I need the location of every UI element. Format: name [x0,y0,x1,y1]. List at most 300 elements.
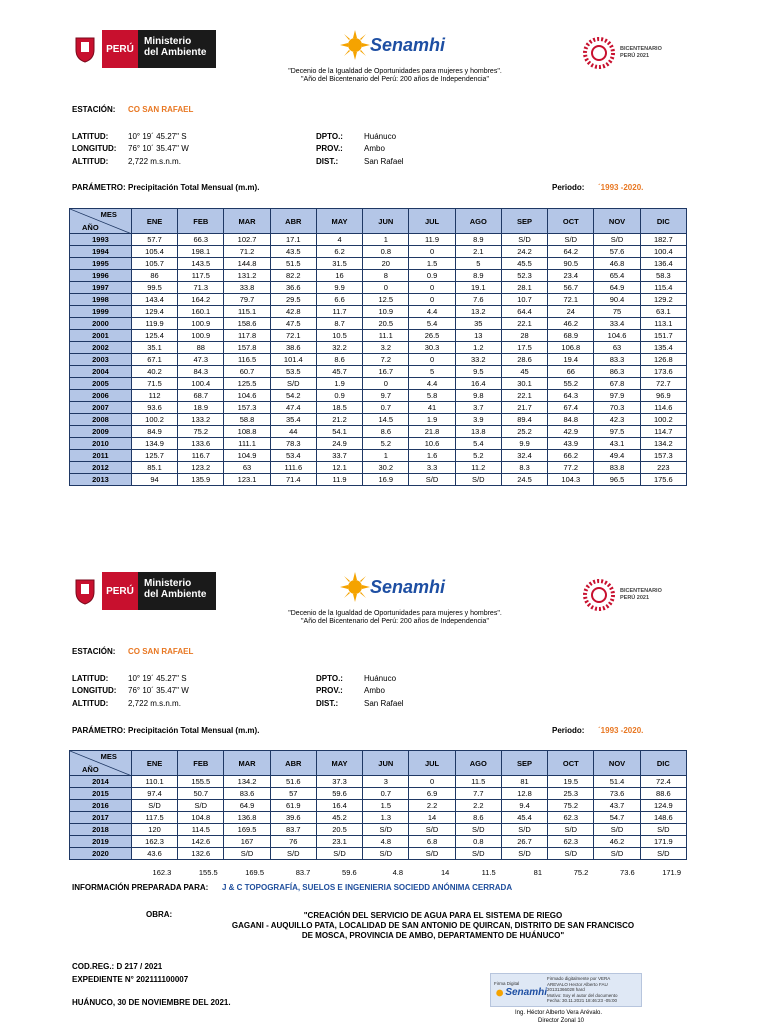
value-cell: 46.2 [548,318,594,330]
value-cell: 71.2 [224,246,270,258]
value-cell: 125.5 [224,378,270,390]
value-cell: 0 [363,378,409,390]
dpto-value: Huánuco [364,132,397,141]
value-cell: 16.4 [316,800,362,812]
value-cell: 66.3 [178,234,224,246]
value-cell: S/D [640,848,686,860]
value-cell: 0.7 [363,788,409,800]
value-cell: 79.7 [224,294,270,306]
month-header-ene: ENE [131,751,177,776]
signer-title: Director Zonal 10 [538,1018,585,1024]
value-cell: 6.2 [316,246,362,258]
value-cell: 3.3 [409,462,455,474]
value-cell: S/D [409,824,455,836]
value-cell: 5.2 [455,450,501,462]
value-cell: 54.1 [316,426,362,438]
longitud-label: LONGITUD: [72,144,117,153]
year-cell: 1996 [70,270,132,282]
value-cell: 68.9 [548,330,594,342]
value-cell: 78.3 [270,438,316,450]
value-cell: 132.6 [178,848,224,860]
value-cell: 67.1 [131,354,177,366]
value-cell: 148.6 [640,812,686,824]
value-cell: 47.3 [178,354,224,366]
value-cell: 12.8 [501,788,547,800]
value-cell: 62.3 [548,836,594,848]
value-cell: 71.4 [270,474,316,486]
value-cell: 75 [594,306,640,318]
value-cell: 57.7 [131,234,177,246]
table-row [70,354,687,366]
value-cell: 9.8 [455,390,501,402]
value-cell: 73.6 [594,788,640,800]
value-cell: 136.4 [640,258,686,270]
value-cell: 2.1 [455,246,501,258]
value-cell: 1.2 [455,342,501,354]
value-cell: 84.8 [548,414,594,426]
value-cell: 84.9 [131,426,177,438]
table-header-row [70,209,687,234]
value-cell: 8.6 [316,354,362,366]
value-cell: S/D [178,800,224,812]
value-cell: 129.2 [640,294,686,306]
value-cell: S/D [270,378,316,390]
value-cell: 45.5 [501,258,547,270]
value-cell: 160.1 [178,306,224,318]
value-cell: 2.2 [455,800,501,812]
value-cell: 175.6 [640,474,686,486]
value-cell: 171.9 [640,836,686,848]
parametro-label: PARÁMETRO: [72,183,126,192]
value-cell: 42.8 [270,306,316,318]
precipitation-table-1993-2013 [69,208,687,486]
value-cell: 54.7 [594,812,640,824]
latitud-value: 10° 19´ 45.27" S [128,132,187,141]
value-cell: 133.2 [178,414,224,426]
periodo-value: ´1993 -2020. [598,726,644,735]
value-cell: 44 [270,426,316,438]
signer-name: Ing. Héctor Alberto Vera Arévalo. [515,1010,603,1016]
value-cell: 157.3 [224,402,270,414]
value-cell: 0 [409,354,455,366]
value-cell: 17.1 [270,234,316,246]
value-cell: 52.3 [501,270,547,282]
bicentenario-icon [582,578,616,612]
table-row [70,414,687,426]
value-cell: 30.2 [363,462,409,474]
value-cell: 26.7 [501,836,547,848]
decree-text-2: "Decenio de la Igualdad de Oportunidades para mujeres y hombres". "Año del Bicentenario del Perú: 200 años de Independencia" [288,610,502,625]
value-cell: 97.9 [594,390,640,402]
longitud-value: 76° 10´ 35.47" W [128,686,189,695]
month-header-jun: JUN [363,751,409,776]
max-values-row [0,868,768,878]
value-cell: 115.1 [224,306,270,318]
value-cell: 20.5 [316,824,362,836]
table-row [70,800,687,812]
value-cell: 39.6 [270,812,316,824]
value-cell: 111.1 [224,438,270,450]
value-cell: 13.8 [455,426,501,438]
value-cell: 123.2 [178,462,224,474]
codreg: COD.REG.: D 217 / 2021 [72,962,163,971]
value-cell: 106.8 [548,342,594,354]
periodo-value: ´1993 -2020. [598,183,644,192]
value-cell: 117.5 [131,812,177,824]
value-cell: 0.9 [316,390,362,402]
value-cell: 8.9 [455,270,501,282]
value-cell: 5.4 [409,318,455,330]
value-cell: 117.8 [224,330,270,342]
max-value: 59.6 [342,868,357,877]
dpto-value: Huánuco [364,674,397,683]
value-cell: 96.9 [640,390,686,402]
prov-value: Ambo [364,686,385,695]
value-cell: 83.6 [224,788,270,800]
value-cell: 11.7 [316,306,362,318]
value-cell: 135.4 [640,342,686,354]
value-cell: 155.5 [178,776,224,788]
value-cell: 66.2 [548,450,594,462]
month-header-feb: FEB [178,751,224,776]
value-cell: 0 [409,294,455,306]
value-cell: 41 [409,402,455,414]
value-cell: 0.9 [409,270,455,282]
value-cell: 49.4 [594,450,640,462]
table-row [70,294,687,306]
value-cell: 45.4 [501,812,547,824]
value-cell: 3.7 [455,402,501,414]
value-cell: 19.1 [455,282,501,294]
value-cell: S/D [594,824,640,836]
value-cell: 142.6 [178,836,224,848]
value-cell: 135.9 [178,474,224,486]
year-cell: 2011 [70,450,132,462]
value-cell: 198.1 [178,246,224,258]
value-cell: 134.9 [131,438,177,450]
value-cell: 84.3 [178,366,224,378]
table-row [70,270,687,282]
value-cell: 1 [363,450,409,462]
value-cell: S/D [409,848,455,860]
table-row [70,306,687,318]
value-cell: 28 [501,330,547,342]
value-cell: 35.4 [270,414,316,426]
month-header-ago: AGO [455,209,501,234]
value-cell: 45.7 [316,366,362,378]
value-cell: 9.9 [316,282,362,294]
value-cell: S/D [224,848,270,860]
max-value: 171.9 [662,868,681,877]
sun-icon [340,572,370,602]
dpto-label: DPTO.: [316,132,343,141]
value-cell: 4.4 [409,378,455,390]
bicentenario-icon [582,36,616,70]
parametro-value: Precipitación Total Mensual (m.m). [128,183,260,192]
value-cell: S/D [640,824,686,836]
estacion-label: ESTACIÓN: [72,105,116,114]
value-cell: 43.7 [594,800,640,812]
value-cell: 1.3 [363,812,409,824]
value-cell: 116.5 [224,354,270,366]
value-cell: 25.2 [501,426,547,438]
table-row [70,366,687,378]
table-row [70,342,687,354]
value-cell: 16.7 [363,366,409,378]
table-row [70,330,687,342]
value-cell: 12.5 [363,294,409,306]
value-cell: S/D [131,800,177,812]
value-cell: 55.2 [548,378,594,390]
value-cell: S/D [455,848,501,860]
value-cell: 89.4 [501,414,547,426]
month-header-mar: MAR [224,209,270,234]
value-cell: 93.6 [131,402,177,414]
year-cell: 1997 [70,282,132,294]
value-cell: 20.5 [363,318,409,330]
year-cell: 2013 [70,474,132,486]
value-cell: 162.3 [131,836,177,848]
value-cell: 17.5 [501,342,547,354]
value-cell: 104.9 [224,450,270,462]
value-cell: 81 [501,776,547,788]
value-cell: 83.7 [270,824,316,836]
value-cell: 126.8 [640,354,686,366]
value-cell: 83.3 [594,354,640,366]
value-cell: 51.5 [270,258,316,270]
value-cell: 88.6 [640,788,686,800]
value-cell: 18.9 [178,402,224,414]
value-cell: 25.3 [548,788,594,800]
value-cell: 57.6 [594,246,640,258]
table-row [70,378,687,390]
value-cell: 62.3 [548,812,594,824]
value-cell: 114.6 [640,402,686,414]
value-cell: 0.8 [363,246,409,258]
value-cell: 108.8 [224,426,270,438]
value-cell: 100.9 [178,318,224,330]
value-cell: 31.5 [316,258,362,270]
year-cell: 1993 [70,234,132,246]
value-cell: 68.7 [178,390,224,402]
year-cell: 2015 [70,788,132,800]
value-cell: 26.5 [409,330,455,342]
value-cell: 164.2 [178,294,224,306]
value-cell: 2.2 [409,800,455,812]
value-cell: S/D [501,234,547,246]
value-cell: 67.4 [548,402,594,414]
value-cell: 66 [548,366,594,378]
bicentenario-logo: BICENTENARIO PERÚ 2021 [582,36,662,70]
value-cell: 63 [224,462,270,474]
value-cell: 5 [455,258,501,270]
year-cell: 2007 [70,402,132,414]
value-cell: 90.4 [594,294,640,306]
value-cell: 11.5 [455,776,501,788]
prov-value: Ambo [364,144,385,153]
value-cell: 29.5 [270,294,316,306]
value-cell: S/D [455,474,501,486]
value-cell: 85.1 [131,462,177,474]
value-cell: 35.1 [131,342,177,354]
value-cell: 143.4 [131,294,177,306]
value-cell: 97.4 [131,788,177,800]
value-cell: 11.9 [409,234,455,246]
max-value: 11.5 [481,868,496,877]
value-cell: 223 [640,462,686,474]
value-cell: 134.2 [224,776,270,788]
value-cell: 40.2 [131,366,177,378]
value-cell: 157.3 [640,450,686,462]
decree-text: "Decenio de la Igualdad de Oportunidades para mujeres y hombres". "Año del Bicentenario del Perú: 200 años de Independencia" [288,68,502,83]
parametro-label: PARÁMETRO: [72,726,126,735]
max-value: 155.5 [198,868,218,877]
value-cell: 105.7 [131,258,177,270]
periodo-label: Periodo: [552,183,585,192]
obra-label: OBRA: [146,910,173,919]
longitud-label: LONGITUD: [72,686,117,695]
value-cell: 64.9 [224,800,270,812]
year-cell: 2003 [70,354,132,366]
value-cell: 50.7 [178,788,224,800]
precipitation-table-2014-2020 [69,750,687,860]
bicentenario-logo-2: BICENTENARIO PERÚ 2021 [582,578,662,612]
value-cell: 94 [131,474,177,486]
value-cell: 43.1 [594,438,640,450]
value-cell: 23.1 [316,836,362,848]
value-cell: 125.4 [131,330,177,342]
value-cell: 53.4 [270,450,316,462]
value-cell: 9.7 [363,390,409,402]
periodo-label: Periodo: [552,726,585,735]
value-cell: 83.8 [594,462,640,474]
value-cell: 8.3 [501,462,547,474]
value-cell: 9.4 [501,800,547,812]
dpto-label: DPTO.: [316,674,343,683]
month-header-feb: FEB [178,209,224,234]
max-value: 14 [440,868,450,877]
value-cell: S/D [501,824,547,836]
value-cell: 110.1 [131,776,177,788]
value-cell: 0.8 [455,836,501,848]
value-cell: 61.9 [270,800,316,812]
value-cell: 0 [363,282,409,294]
month-header-abr: ABR [270,209,316,234]
value-cell: 23.4 [548,270,594,282]
value-cell: 4.8 [363,836,409,848]
value-cell: 67.8 [594,378,640,390]
value-cell: 5 [409,366,455,378]
altitud-label: ALTITUD: [72,699,109,708]
table-row [70,390,687,402]
value-cell: 124.9 [640,800,686,812]
year-cell: 1998 [70,294,132,306]
table-row [70,234,687,246]
value-cell: 1.5 [409,258,455,270]
value-cell: 7.2 [363,354,409,366]
month-header-ago: AGO [455,751,501,776]
sun-icon [494,987,505,999]
value-cell: 1.9 [409,414,455,426]
table-row [70,824,687,836]
peru-shield-icon [68,572,102,610]
value-cell: 113.1 [640,318,686,330]
month-header-sep: SEP [501,209,547,234]
month-header-nov: NOV [594,209,640,234]
table-row [70,474,687,486]
value-cell: 16.4 [455,378,501,390]
value-cell: 7.6 [455,294,501,306]
year-cell: 1995 [70,258,132,270]
value-cell: 10.9 [363,306,409,318]
obra-description: "CREACIÓN DEL SERVICIO DE AGUA PARA EL SISTEMA DE RIEGO GAGANI - AUQUILLO PATA, LOCALIDAD DE SAN ANTONIO DE QUIRCAN, DISTRITO DE SAN FRANCISCO DE MOSCA, PROVINCIA DE AMBO, DEPARTAMENTO DE HUÁNUCO" [231,911,635,940]
value-cell: 75.2 [178,426,224,438]
value-cell: 32.2 [316,342,362,354]
month-header-nov: NOV [594,751,640,776]
value-cell: 86.3 [594,366,640,378]
value-cell: S/D [594,848,640,860]
value-cell: 36.6 [270,282,316,294]
month-header-may: MAY [316,751,362,776]
latitud-value: 10° 19´ 45.27" S [128,674,187,683]
month-header-ene: ENE [131,209,177,234]
month-header-dic: DIC [640,751,686,776]
value-cell: 24.9 [316,438,362,450]
value-cell: 96.5 [594,474,640,486]
value-cell: S/D [594,234,640,246]
value-cell: 33.2 [455,354,501,366]
table-row [70,776,687,788]
parametro-value: Precipitación Total Mensual (m.m). [128,726,260,735]
year-cell: 2009 [70,426,132,438]
year-cell: 1999 [70,306,132,318]
value-cell: 115.4 [640,282,686,294]
month-header-mar: MAR [224,751,270,776]
value-cell: 5.2 [363,438,409,450]
value-cell: 9.5 [455,366,501,378]
value-cell: 112 [131,390,177,402]
max-value: 4.8 [392,868,403,877]
value-cell: 158.6 [224,318,270,330]
value-cell: 99.5 [131,282,177,294]
year-cell: 2004 [70,366,132,378]
dist-value: San Rafael [364,157,404,166]
month-header-sep: SEP [501,751,547,776]
value-cell: 0 [409,246,455,258]
table-row [70,426,687,438]
value-cell: 63 [594,342,640,354]
value-cell: 120 [131,824,177,836]
value-cell: S/D [501,848,547,860]
value-cell: 32.4 [501,450,547,462]
value-cell: 8.9 [455,234,501,246]
value-cell: 100.2 [131,414,177,426]
value-cell: 86 [131,270,177,282]
value-cell: 43.9 [548,438,594,450]
year-cell: 1994 [70,246,132,258]
table-row [70,246,687,258]
value-cell: 102.7 [224,234,270,246]
value-cell: 11.2 [455,462,501,474]
value-cell: 1.9 [316,378,362,390]
value-cell: 71.3 [178,282,224,294]
month-header-jun: JUN [363,209,409,234]
value-cell: 59.6 [316,788,362,800]
value-cell: 18.5 [316,402,362,414]
value-cell: 11.9 [316,474,362,486]
estacion-label: ESTACIÓN: [72,647,116,656]
value-cell: 3.9 [455,414,501,426]
